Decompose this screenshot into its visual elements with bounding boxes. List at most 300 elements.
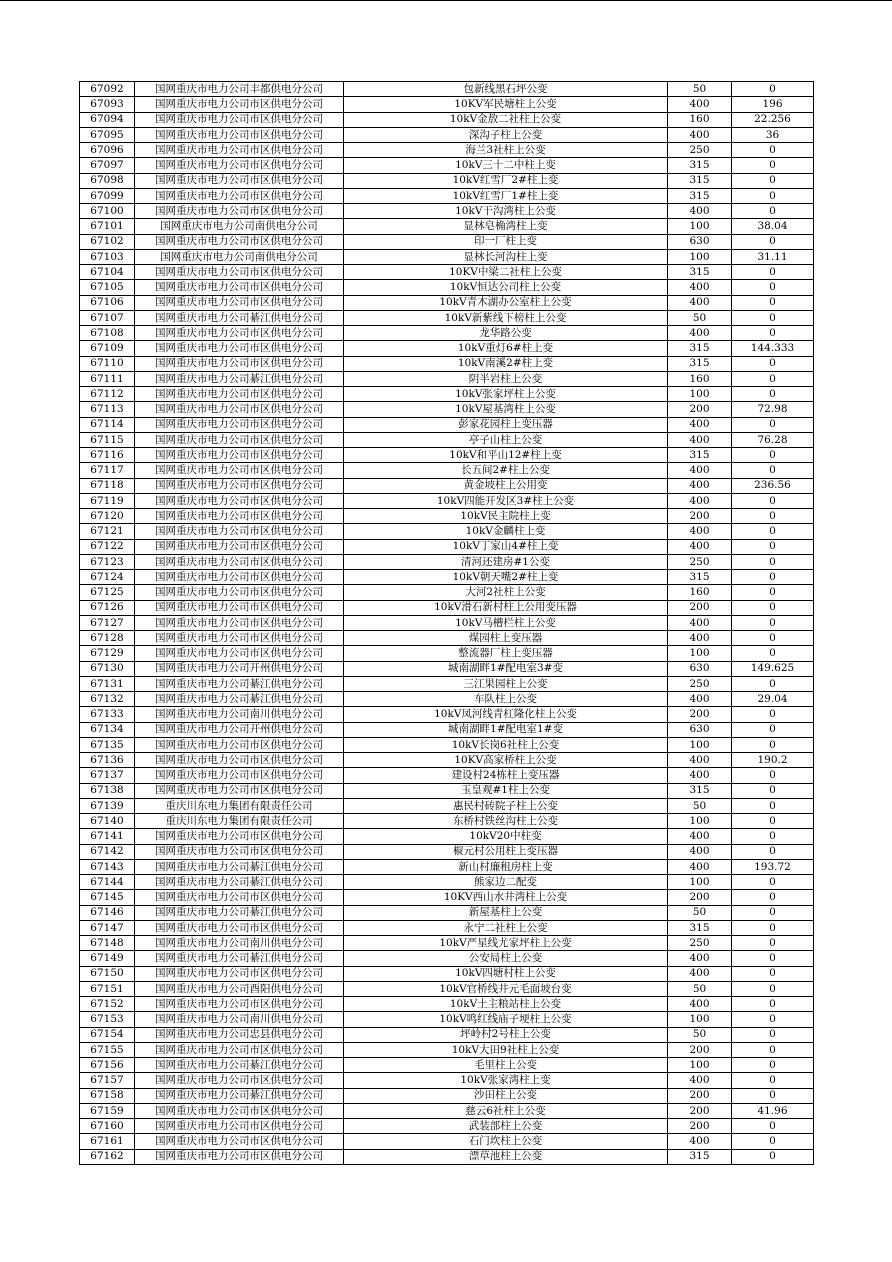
capacity-cell: 400 xyxy=(668,859,732,874)
station-name-cell: 10KV西山水井湾柱上公变 xyxy=(344,890,668,905)
company-cell: 国网重庆市电力公司市区供电分公司 xyxy=(135,646,344,661)
table-row xyxy=(80,981,814,996)
company-cell: 国网重庆市电力公司忠县供电分公司 xyxy=(135,1027,344,1042)
value-cell: 0 xyxy=(732,1088,814,1103)
capacity-cell: 400 xyxy=(668,295,732,310)
capacity-cell: 50 xyxy=(668,798,732,813)
value-cell: 0 xyxy=(732,631,814,646)
row-id-cell: 67132 xyxy=(80,692,135,707)
value-cell: 0 xyxy=(732,356,814,371)
company-cell: 国网重庆市电力公司綦江供电分公司 xyxy=(135,371,344,386)
station-name-cell: 永宁二社柱上公变 xyxy=(344,920,668,935)
value-cell: 0 xyxy=(732,1134,814,1149)
table-row xyxy=(80,432,814,447)
company-cell: 国网重庆市电力公司市区供电分公司 xyxy=(135,997,344,1012)
row-id-cell: 67096 xyxy=(80,143,135,158)
capacity-cell: 630 xyxy=(668,234,732,249)
station-name-cell: 东桥村铁丝沟柱上公变 xyxy=(344,814,668,829)
value-cell: 0 xyxy=(732,509,814,524)
table-row xyxy=(80,1134,814,1149)
company-cell: 国网重庆市电力公司市区供电分公司 xyxy=(135,1042,344,1057)
table-row xyxy=(80,356,814,371)
value-cell: 0 xyxy=(732,493,814,508)
station-name-cell: 10kV鸣红线庙子埂柱上公变 xyxy=(344,1012,668,1027)
capacity-cell: 50 xyxy=(668,310,732,325)
value-cell: 0 xyxy=(732,234,814,249)
company-cell: 国网重庆市电力公司市区供电分公司 xyxy=(135,920,344,935)
capacity-cell: 400 xyxy=(668,631,732,646)
table-row xyxy=(80,920,814,935)
table-row xyxy=(80,737,814,752)
station-name-cell: 10kV长岗6社柱上公变 xyxy=(344,737,668,752)
company-cell: 国网重庆市电力公司綦江供电分公司 xyxy=(135,859,344,874)
table-row xyxy=(80,1042,814,1057)
table-row xyxy=(80,554,814,569)
table-row xyxy=(80,82,814,97)
row-id-cell: 67149 xyxy=(80,951,135,966)
company-cell: 国网重庆市电力公司市区供电分公司 xyxy=(135,432,344,447)
capacity-cell: 400 xyxy=(668,493,732,508)
station-name-cell: 10kV丁家山4#柱上变 xyxy=(344,539,668,554)
table-row xyxy=(80,1073,814,1088)
row-id-cell: 67128 xyxy=(80,631,135,646)
row-id-cell: 67155 xyxy=(80,1042,135,1057)
station-name-cell: 毛里柱上公变 xyxy=(344,1058,668,1073)
station-name-cell: 10kV民主院柱上变 xyxy=(344,509,668,524)
station-name-cell: 惠民村砖院子柱上公变 xyxy=(344,798,668,813)
station-name-cell: 显林长河沟柱上变 xyxy=(344,249,668,264)
station-name-cell: 大河2社柱上公变 xyxy=(344,585,668,600)
capacity-cell: 200 xyxy=(668,1103,732,1118)
capacity-cell: 50 xyxy=(668,905,732,920)
table-row xyxy=(80,280,814,295)
company-cell: 国网重庆市电力公司市区供电分公司 xyxy=(135,585,344,600)
table-row xyxy=(80,661,814,676)
station-name-cell: 10kV张家坪柱上公变 xyxy=(344,387,668,402)
row-id-cell: 67162 xyxy=(80,1149,135,1164)
station-name-cell: 煤园柱上变压器 xyxy=(344,631,668,646)
value-cell: 72.98 xyxy=(732,402,814,417)
value-cell: 0 xyxy=(732,310,814,325)
company-cell: 国网重庆市电力公司南供电分公司 xyxy=(135,249,344,264)
station-name-cell: 10kV20中柱变 xyxy=(344,829,668,844)
capacity-cell: 400 xyxy=(668,204,732,219)
row-id-cell: 67109 xyxy=(80,341,135,356)
company-cell: 国网重庆市电力公司市区供电分公司 xyxy=(135,356,344,371)
station-name-cell: 彭家花园柱上变压器 xyxy=(344,417,668,432)
value-cell: 0 xyxy=(732,951,814,966)
row-id-cell: 67114 xyxy=(80,417,135,432)
station-name-cell: 10KV高家桥柱上公变 xyxy=(344,753,668,768)
table-row xyxy=(80,676,814,691)
row-id-cell: 67152 xyxy=(80,997,135,1012)
capacity-cell: 315 xyxy=(668,158,732,173)
company-cell: 国网重庆市电力公司市区供电分公司 xyxy=(135,753,344,768)
station-name-cell: 包新线黑石坪公变 xyxy=(344,82,668,97)
table-row xyxy=(80,463,814,478)
value-cell: 0 xyxy=(732,173,814,188)
table-row xyxy=(80,631,814,646)
value-cell: 0 xyxy=(732,646,814,661)
table-row xyxy=(80,97,814,112)
row-id-cell: 67135 xyxy=(80,737,135,752)
row-id-cell: 67129 xyxy=(80,646,135,661)
table-row xyxy=(80,371,814,386)
capacity-cell: 400 xyxy=(668,432,732,447)
station-name-cell: 城南湖畔1#配电室3#变 xyxy=(344,661,668,676)
row-id-cell: 67119 xyxy=(80,493,135,508)
company-cell: 国网重庆市电力公司酉阳供电分公司 xyxy=(135,981,344,996)
row-id-cell: 67097 xyxy=(80,158,135,173)
company-cell: 国网重庆市电力公司市区供电分公司 xyxy=(135,539,344,554)
company-cell: 国网重庆市电力公司市区供电分公司 xyxy=(135,158,344,173)
company-cell: 国网重庆市电力公司南川供电分公司 xyxy=(135,1012,344,1027)
station-name-cell: 10kV青木湖办公室柱上公变 xyxy=(344,295,668,310)
row-id-cell: 67098 xyxy=(80,173,135,188)
company-cell: 国网重庆市电力公司市区供电分公司 xyxy=(135,280,344,295)
company-cell: 国网重庆市电力公司市区供电分公司 xyxy=(135,478,344,493)
table-row xyxy=(80,295,814,310)
table-row xyxy=(80,768,814,783)
row-id-cell: 67145 xyxy=(80,890,135,905)
capacity-cell: 100 xyxy=(668,646,732,661)
value-cell: 0 xyxy=(732,981,814,996)
capacity-cell: 630 xyxy=(668,722,732,737)
company-cell: 国网重庆市电力公司开州供电分公司 xyxy=(135,661,344,676)
station-name-cell: 椒元村公用柱上变压器 xyxy=(344,844,668,859)
page-top-rule xyxy=(0,0,892,1)
row-id-cell: 67122 xyxy=(80,539,135,554)
station-name-cell: 武装部柱上公变 xyxy=(344,1119,668,1134)
value-cell: 0 xyxy=(732,768,814,783)
value-cell: 38.04 xyxy=(732,219,814,234)
row-id-cell: 67127 xyxy=(80,615,135,630)
company-cell: 国网重庆市电力公司綦江供电分公司 xyxy=(135,692,344,707)
table-row xyxy=(80,173,814,188)
company-cell: 重庆川东电力集团有限责任公司 xyxy=(135,814,344,829)
company-cell: 国网重庆市电力公司綦江供电分公司 xyxy=(135,951,344,966)
capacity-cell: 400 xyxy=(668,768,732,783)
station-name-cell: 10kV金敖二社柱上公变 xyxy=(344,112,668,127)
value-cell: 0 xyxy=(732,783,814,798)
value-cell: 0 xyxy=(732,1149,814,1164)
capacity-cell: 250 xyxy=(668,936,732,951)
value-cell: 0 xyxy=(732,554,814,569)
table-row xyxy=(80,1103,814,1118)
table-row xyxy=(80,707,814,722)
company-cell: 国网重庆市电力公司市区供电分公司 xyxy=(135,1119,344,1134)
row-id-cell: 67103 xyxy=(80,249,135,264)
company-cell: 国网重庆市电力公司市区供电分公司 xyxy=(135,768,344,783)
value-cell: 22.256 xyxy=(732,112,814,127)
capacity-cell: 160 xyxy=(668,585,732,600)
company-cell: 国网重庆市电力公司市区供电分公司 xyxy=(135,326,344,341)
value-cell: 0 xyxy=(732,997,814,1012)
capacity-cell: 400 xyxy=(668,1073,732,1088)
table-row xyxy=(80,234,814,249)
value-cell: 0 xyxy=(732,326,814,341)
row-id-cell: 67158 xyxy=(80,1088,135,1103)
company-cell: 国网重庆市电力公司开州供电分公司 xyxy=(135,722,344,737)
value-cell: 0 xyxy=(732,280,814,295)
row-id-cell: 67159 xyxy=(80,1103,135,1118)
row-id-cell: 67102 xyxy=(80,234,135,249)
table-row xyxy=(80,158,814,173)
station-name-cell: 10KV中梁二社柱上公变 xyxy=(344,265,668,280)
station-name-cell: 长五间2#柱上公变 xyxy=(344,463,668,478)
row-id-cell: 67148 xyxy=(80,936,135,951)
value-cell: 0 xyxy=(732,1012,814,1027)
station-name-cell: 10kV四能开发区3#柱上公变 xyxy=(344,493,668,508)
company-cell: 国网重庆市电力公司市区供电分公司 xyxy=(135,737,344,752)
station-name-cell: 印一厂柱上变 xyxy=(344,234,668,249)
capacity-cell: 400 xyxy=(668,326,732,341)
table-row xyxy=(80,966,814,981)
table-row xyxy=(80,890,814,905)
capacity-cell: 400 xyxy=(668,463,732,478)
table-row xyxy=(80,143,814,158)
station-name-cell: 10kV红雪厂1#柱上变 xyxy=(344,188,668,203)
value-cell: 0 xyxy=(732,1027,814,1042)
value-cell: 193.72 xyxy=(732,859,814,874)
capacity-cell: 200 xyxy=(668,1042,732,1057)
capacity-cell: 315 xyxy=(668,570,732,585)
station-name-cell: 10kV恒达公司柱上公变 xyxy=(344,280,668,295)
capacity-cell: 315 xyxy=(668,173,732,188)
station-name-cell: 石门坎柱上公变 xyxy=(344,1134,668,1149)
value-cell: 0 xyxy=(732,265,814,280)
station-name-cell: 10kV红雪厂2#柱上变 xyxy=(344,173,668,188)
value-cell: 36 xyxy=(732,127,814,142)
station-name-cell: 显林皂桷湾柱上变 xyxy=(344,219,668,234)
value-cell: 0 xyxy=(732,570,814,585)
value-cell: 0 xyxy=(732,814,814,829)
table-row xyxy=(80,1088,814,1103)
table-row xyxy=(80,204,814,219)
row-id-cell: 67157 xyxy=(80,1073,135,1088)
row-id-cell: 67144 xyxy=(80,875,135,890)
table-row xyxy=(80,936,814,951)
capacity-cell: 400 xyxy=(668,478,732,493)
capacity-cell: 400 xyxy=(668,97,732,112)
row-id-cell: 67125 xyxy=(80,585,135,600)
capacity-cell: 400 xyxy=(668,951,732,966)
capacity-cell: 400 xyxy=(668,127,732,142)
value-cell: 0 xyxy=(732,204,814,219)
value-cell: 0 xyxy=(732,524,814,539)
row-id-cell: 67100 xyxy=(80,204,135,219)
table-row xyxy=(80,478,814,493)
row-id-cell: 67113 xyxy=(80,402,135,417)
value-cell: 0 xyxy=(732,1073,814,1088)
value-cell: 0 xyxy=(732,600,814,615)
station-name-cell: 10kV屋基湾柱上公变 xyxy=(344,402,668,417)
value-cell: 0 xyxy=(732,1058,814,1073)
station-name-cell: 10kV凤河线青杠隆化柱上公变 xyxy=(344,707,668,722)
company-cell: 重庆川东电力集团有限责任公司 xyxy=(135,798,344,813)
capacity-cell: 250 xyxy=(668,143,732,158)
company-cell: 国网重庆市电力公司市区供电分公司 xyxy=(135,341,344,356)
value-cell: 0 xyxy=(732,417,814,432)
table-row xyxy=(80,722,814,737)
company-cell: 国网重庆市电力公司市区供电分公司 xyxy=(135,890,344,905)
company-cell: 国网重庆市电力公司市区供电分公司 xyxy=(135,570,344,585)
capacity-cell: 400 xyxy=(668,615,732,630)
value-cell: 31.11 xyxy=(732,249,814,264)
capacity-cell: 200 xyxy=(668,1088,732,1103)
value-cell: 0 xyxy=(732,890,814,905)
station-name-cell: 阴半岩柱上公变 xyxy=(344,371,668,386)
station-name-cell: 慈云6社柱上公变 xyxy=(344,1103,668,1118)
company-cell: 国网重庆市电力公司市区供电分公司 xyxy=(135,631,344,646)
table-row xyxy=(80,829,814,844)
row-id-cell: 67120 xyxy=(80,509,135,524)
capacity-cell: 400 xyxy=(668,524,732,539)
row-id-cell: 67154 xyxy=(80,1027,135,1042)
station-name-cell: 城南湖畔1#配电室1#变 xyxy=(344,722,668,737)
value-cell: 0 xyxy=(732,1119,814,1134)
company-cell: 国网重庆市电力公司綦江供电分公司 xyxy=(135,676,344,691)
row-id-cell: 67093 xyxy=(80,97,135,112)
company-cell: 国网重庆市电力公司南供电分公司 xyxy=(135,219,344,234)
capacity-cell: 200 xyxy=(668,707,732,722)
table-row xyxy=(80,600,814,615)
table-row xyxy=(80,265,814,280)
table-row xyxy=(80,127,814,142)
capacity-cell: 400 xyxy=(668,539,732,554)
company-cell: 国网重庆市电力公司市区供电分公司 xyxy=(135,1134,344,1149)
table-body xyxy=(80,82,814,1165)
company-cell: 国网重庆市电力公司市区供电分公司 xyxy=(135,234,344,249)
company-cell: 国网重庆市电力公司市区供电分公司 xyxy=(135,1073,344,1088)
capacity-cell: 400 xyxy=(668,966,732,981)
company-cell: 国网重庆市电力公司市区供电分公司 xyxy=(135,402,344,417)
station-name-cell: 熊家边二配变 xyxy=(344,875,668,890)
station-name-cell: 10kV滑石新村柱上公用变压器 xyxy=(344,600,668,615)
table-row xyxy=(80,615,814,630)
capacity-cell: 250 xyxy=(668,554,732,569)
table-row xyxy=(80,692,814,707)
station-name-cell: 10kV金麟柱上变 xyxy=(344,524,668,539)
station-name-cell: 10kV张家湾柱上变 xyxy=(344,1073,668,1088)
row-id-cell: 67156 xyxy=(80,1058,135,1073)
capacity-cell: 160 xyxy=(668,112,732,127)
value-cell: 0 xyxy=(732,295,814,310)
table-row xyxy=(80,570,814,585)
capacity-cell: 400 xyxy=(668,280,732,295)
station-name-cell: 10kV土主粮站柱上公变 xyxy=(344,997,668,1012)
table-row xyxy=(80,219,814,234)
value-cell: 0 xyxy=(732,798,814,813)
capacity-cell: 315 xyxy=(668,1149,732,1164)
table-row xyxy=(80,402,814,417)
capacity-cell: 315 xyxy=(668,783,732,798)
capacity-cell: 50 xyxy=(668,82,732,97)
station-name-cell: 建设村24栋柱上变压器 xyxy=(344,768,668,783)
station-name-cell: 10kV三十二中柱上变 xyxy=(344,158,668,173)
row-id-cell: 67151 xyxy=(80,981,135,996)
company-cell: 国网重庆市电力公司市区供电分公司 xyxy=(135,97,344,112)
table-row xyxy=(80,417,814,432)
table-row xyxy=(80,753,814,768)
capacity-cell: 50 xyxy=(668,1027,732,1042)
capacity-cell: 200 xyxy=(668,600,732,615)
row-id-cell: 67136 xyxy=(80,753,135,768)
row-id-cell: 67137 xyxy=(80,768,135,783)
row-id-cell: 67150 xyxy=(80,966,135,981)
value-cell: 0 xyxy=(732,936,814,951)
capacity-cell: 400 xyxy=(668,417,732,432)
table-row xyxy=(80,951,814,966)
company-cell: 国网重庆市电力公司綦江供电分公司 xyxy=(135,1088,344,1103)
station-name-cell: 深沟子柱上公变 xyxy=(344,127,668,142)
capacity-cell: 315 xyxy=(668,188,732,203)
company-cell: 国网重庆市电力公司市区供电分公司 xyxy=(135,204,344,219)
row-id-cell: 67134 xyxy=(80,722,135,737)
transformer-table xyxy=(79,81,814,1165)
row-id-cell: 67143 xyxy=(80,859,135,874)
row-id-cell: 67124 xyxy=(80,570,135,585)
capacity-cell: 100 xyxy=(668,249,732,264)
station-name-cell: 车队柱上公变 xyxy=(344,692,668,707)
value-cell: 76.28 xyxy=(732,432,814,447)
company-cell: 国网重庆市电力公司市区供电分公司 xyxy=(135,417,344,432)
company-cell: 国网重庆市电力公司市区供电分公司 xyxy=(135,173,344,188)
capacity-cell: 100 xyxy=(668,875,732,890)
company-cell: 国网重庆市电力公司市区供电分公司 xyxy=(135,265,344,280)
table-row xyxy=(80,310,814,325)
capacity-cell: 400 xyxy=(668,1134,732,1149)
row-id-cell: 67139 xyxy=(80,798,135,813)
row-id-cell: 67141 xyxy=(80,829,135,844)
table-row xyxy=(80,814,814,829)
table-row xyxy=(80,448,814,463)
company-cell: 国网重庆市电力公司市区供电分公司 xyxy=(135,783,344,798)
table-row xyxy=(80,875,814,890)
company-cell: 国网重庆市电力公司綦江供电分公司 xyxy=(135,875,344,890)
station-name-cell: 玉皇观#1柱上公变 xyxy=(344,783,668,798)
capacity-cell: 400 xyxy=(668,753,732,768)
station-name-cell: 10kV干沟湾柱上公变 xyxy=(344,204,668,219)
capacity-cell: 315 xyxy=(668,341,732,356)
table-row xyxy=(80,905,814,920)
station-name-cell: 整流器厂柱上变压器 xyxy=(344,646,668,661)
row-id-cell: 67111 xyxy=(80,371,135,386)
capacity-cell: 50 xyxy=(668,981,732,996)
table-row xyxy=(80,783,814,798)
row-id-cell: 67104 xyxy=(80,265,135,280)
value-cell: 0 xyxy=(732,905,814,920)
station-name-cell: 10kV新紫线下榜柱上公变 xyxy=(344,310,668,325)
capacity-cell: 315 xyxy=(668,920,732,935)
station-name-cell: 三江果园柱上公变 xyxy=(344,676,668,691)
table-row xyxy=(80,585,814,600)
value-cell: 0 xyxy=(732,188,814,203)
row-id-cell: 67126 xyxy=(80,600,135,615)
value-cell: 0 xyxy=(732,615,814,630)
company-cell: 国网重庆市电力公司市区供电分公司 xyxy=(135,143,344,158)
company-cell: 国网重庆市电力公司市区供电分公司 xyxy=(135,1149,344,1164)
station-name-cell: 10kV严星线尤家坪柱上公变 xyxy=(344,936,668,951)
value-cell: 0 xyxy=(732,676,814,691)
value-cell: 0 xyxy=(732,966,814,981)
table-row xyxy=(80,539,814,554)
table-row xyxy=(80,112,814,127)
row-id-cell: 67153 xyxy=(80,1012,135,1027)
row-id-cell: 67131 xyxy=(80,676,135,691)
station-name-cell: 亭子山柱上公变 xyxy=(344,432,668,447)
company-cell: 国网重庆市电力公司市区供电分公司 xyxy=(135,554,344,569)
